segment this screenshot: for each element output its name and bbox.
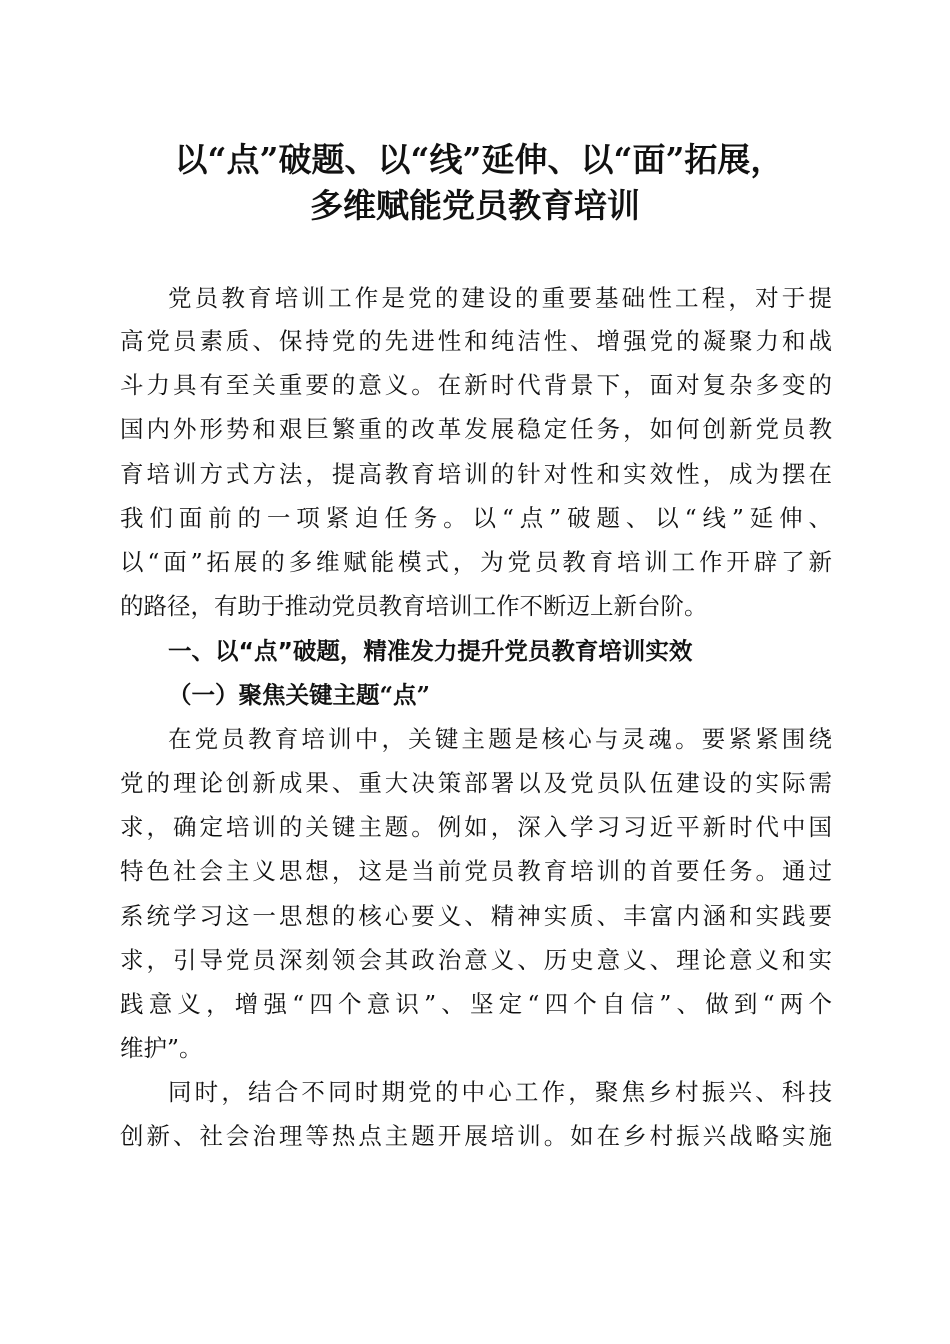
- paragraph-line: 国内外形势和艰巨繁重的改革发展稳定任务，如何创新党员教: [120, 415, 832, 443]
- paragraph-line: 在党员教育培训中，关键主题是核心与灵魂。要紧紧围绕: [168, 725, 832, 753]
- paragraph-line: 的路径，有助于推动党员教育培训工作不断迈上新台阶。: [120, 592, 708, 620]
- paragraph-line: 维护”。: [120, 1034, 203, 1062]
- paragraph-line: 高党员素质、保持党的先进性和纯洁性、增强党的凝聚力和战: [120, 327, 832, 355]
- paragraph-line: 求，引导党员深刻领会其政治意义、历史意义、理论意义和实: [120, 946, 832, 974]
- paragraph-line: 党员教育培训工作是党的建设的重要基础性工程，对于提: [168, 284, 832, 312]
- paragraph-line: 求，确定培训的关键主题。例如，深入学习习近平新时代中国: [120, 813, 832, 841]
- paragraph-line: 育培训方式方法，提高教育培训的针对性和实效性，成为摆在: [120, 460, 832, 488]
- paragraph-line: 系统学习这一思想的核心要义、精神实质、丰富内涵和实践要: [120, 902, 832, 930]
- document-title-line-1: 以“点”破题、以“线”延伸、以“面”拓展，: [174, 140, 784, 179]
- paragraph-line: 党的理论创新成果、重大决策部署以及党员队伍建设的实际需: [120, 769, 832, 797]
- paragraph-line: 践意义，增强“四个意识”、坚定“四个自信”、做到“两个: [120, 990, 832, 1018]
- paragraph-line: 特色社会主义思想，这是当前党员教育培训的首要任务。通过: [120, 857, 832, 885]
- paragraph-line: 以“面”拓展的多维赋能模式，为党员教育培训工作开辟了新: [120, 548, 832, 576]
- paragraph-line: 创新、社会治理等热点主题开展培训。如在乡村振兴战略实施: [120, 1122, 832, 1150]
- paragraph-line: 同时，结合不同时期党的中心工作，聚焦乡村振兴、科技: [168, 1078, 832, 1106]
- document-title-line-2: 多维赋能党员教育培训: [310, 186, 640, 225]
- paragraph-line: 我们面前的一项紧迫任务。以“点”破题、以“线”延伸、: [120, 504, 832, 532]
- paragraph-line: 斗力具有至关重要的意义。在新时代背景下，面对复杂多变的: [120, 371, 832, 399]
- subsection-heading: （一）聚焦关键主题“点”: [168, 681, 431, 709]
- section-heading: 一、以“点”破题，精准发力提升党员教育培训实效: [168, 637, 693, 665]
